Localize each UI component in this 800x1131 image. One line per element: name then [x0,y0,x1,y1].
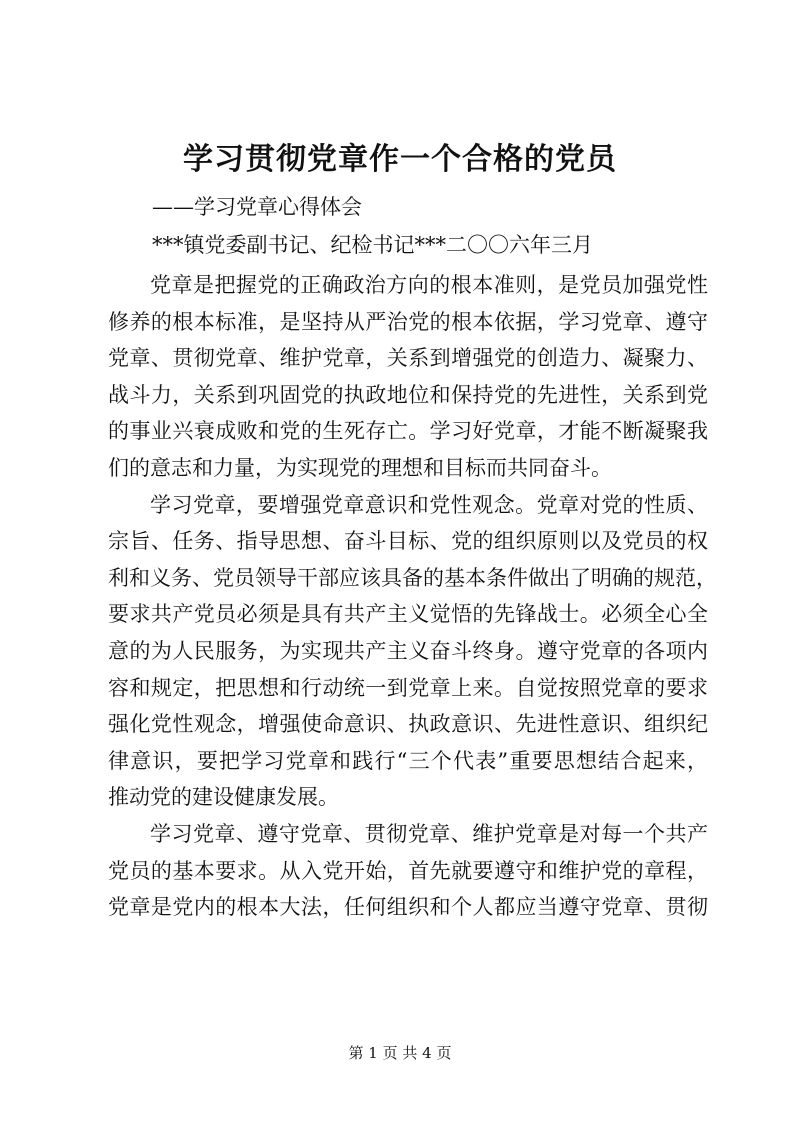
document-title: 学习贯彻党章作一个合格的党员 [183,142,617,177]
text-line: 党员的基本要求。从入党开始，首先就要遵守和维护党的章程， [108,858,708,883]
text-line: 学习党章，要增强党章意识和党性观念。党章对党的性质、 [150,492,708,517]
text-line: 学习党章、遵守党章、贯彻党章、维护党章是对每一个共产 [150,821,708,846]
text-line: 党章是党内的根本大法，任何组织和个人都应当遵守党章、贯彻 [108,895,708,920]
text-line: 意的为人民服务，为实现共产主义奋斗终身。遵守党章的各项内 [108,638,708,663]
text-line: 要求共产党员必须是具有共产主义觉悟的先锋战士。必须全心全 [108,602,708,627]
text-line: 的事业兴衰成败和党的生死存亡。学习好党章，才能不断凝聚我 [108,419,708,444]
paragraph [108,816,708,926]
text-line: 强化党性观念，增强使命意识、执政意识、先进性意识、组织纪 [108,712,708,737]
text-line: 推动党的建设健康发展。 [108,785,339,810]
text-line: 战斗力，关系到巩固党的执政地位和保持党的先进性，关系到党 [108,382,708,407]
text-line: 容和规定，把思想和行动统一到党章上来。自觉按照党章的要求 [108,675,708,700]
text-line: 利和义务、党员领导干部应该具备的基本条件做出了明确的规范， [108,565,717,590]
text-line: 们的意志和力量，为实现党的理想和目标而共同奋斗。 [108,455,612,480]
text-line: 修养的根本标准，是坚持从严治党的根本依据，学习党章、遵守 [108,309,708,334]
text-line: 律意识，要把学习党章和践行“三个代表”重要思想结合起来， [108,748,708,773]
document-subtitle: ——学习党章心得体会 [152,195,362,219]
paragraph [108,487,717,816]
text-line: 宗旨、任务、指导思想、奋斗目标、党的组织原则以及党员的权 [108,529,708,554]
page-footer: 第 1 页 共 4 页 [348,1044,452,1062]
body-text [108,267,717,926]
author-byline: ***镇党委副书记、纪检书记***二〇〇六年三月 [152,233,593,257]
paragraph [108,267,708,487]
text-line: 党章是把握党的正确政治方向的根本准则，是党员加强党性 [150,273,708,297]
text-line: 党章、贯彻党章、维护党章，关系到增强党的创造力、凝聚力、 [108,346,708,371]
